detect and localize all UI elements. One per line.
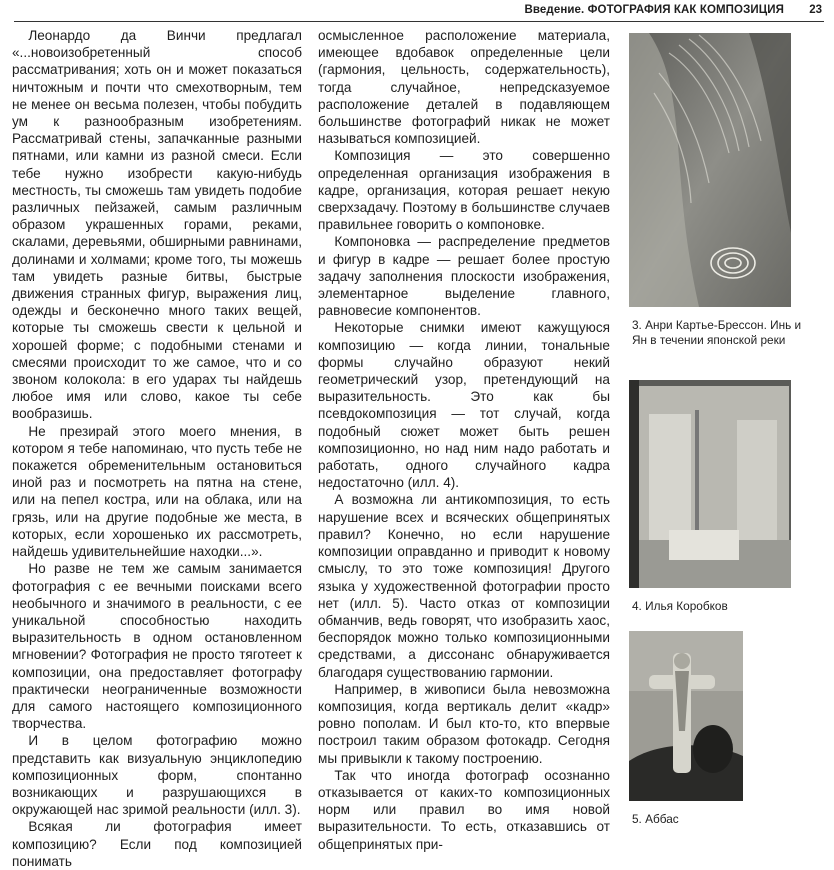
photo-wall-doorways-image	[629, 380, 791, 588]
running-header-title: Введение. ФОТОГРАФИЯ КАК КОМПОЗИЦИЯ	[524, 4, 784, 16]
text-column-middle	[318, 27, 610, 853]
paragraph: Компоновка — распределение предметов и фигур в кадре — решает более простую задачу заполнения плоскости изображения, элементарное выделение главного, равновесие компонентов.	[318, 234, 610, 319]
header-rule	[14, 21, 824, 22]
running-header	[0, 0, 834, 22]
figure-caption: 3. Анри Картье-Брессон. Инь и Ян в течении японской реки	[632, 318, 802, 348]
paragraph: Некоторые снимки имеют кажущуюся композицию — когда линии, тональные формы случайно образуют некий геометрический узор, претендующий на выразительность. Это как бы псевдокомпозиция — тот случай, когда подобный сюжет может быть решен композиционно, но над ним надо работать и работать, одного случайного кадра недостаточно (илл. 4).	[318, 320, 610, 491]
paragraph: Всякая ли фотография имеет композицию? Если под композицией понимать	[12, 819, 302, 869]
photo-wall-doorways	[629, 380, 791, 588]
photo-river-rock	[629, 33, 791, 307]
paragraph: Так что иногда фотограф осознанно отказывается от каких-то композиционных норм или правил во имя новой выразительности. То есть, отказавшись от общепринятых при-	[318, 767, 610, 852]
paragraph: Не презирай этого моего мнения, в котором я тебе напоминаю, что пусть тебе не покажется обременительным остановиться иной раз и посмотреть на пятна на стене, или на пепел костра, или на облака, или на грязь, или на другие подобные же места, в которых, если хорошенько их рассмотреть, найдешь удивительнейшие находки...».	[12, 423, 302, 560]
paragraph: Композиция — это совершенно определенная организация изображения в кадре, организация, которая решает некую сверхзадачу. Поэтому в большинстве случаев правильнее говорить о компоновке.	[318, 148, 610, 233]
paragraph: А возможна ли антикомпозиция, то есть нарушение всех и всяческих общепринятых правил? Конечно, но если нарушение композиции оправданно и приводит к новому смыслу, то это тоже композиция! Другого языка у художественной фотографии просто нет (илл. 5). Часто отказ от композиции обманчив, ведь говорят, что изобразить хаос, беспорядок можно только композиционными средствами, а диссонанс обнаруживается благодаря существованию гармонии.	[318, 492, 610, 680]
text-column-left	[12, 27, 302, 870]
paragraph: Например, в живописи была невозможна композиция, когда вертикаль делит «кадр» ровно пополам. И был кто-то, кто впервые построил таким образом фотокадр. Сегодня мы привыкли к такому построению.	[318, 681, 610, 766]
paragraph: осмысленное расположение материала, имеющее вдобавок определенные цели (гармония, цельность, содержательность), тогда случайное, непредсказуемое расположение деталей в подавляющем большинстве фотографий никак не может называться композицией.	[318, 28, 610, 147]
photo-man-with-cross	[629, 631, 743, 801]
photo-man-with-cross-image	[629, 631, 743, 801]
paragraph: И в целом фотографию можно представить как визуальную энциклопедию композиционных форм, спонтанно возникающих и разрушающихся в окружающей нас зримой реальности (илл. 3).	[12, 733, 302, 818]
figure-caption: 5. Аббас	[632, 812, 679, 826]
paragraph: Леонардо да Винчи предлагал «...новоизобретенный способ рассматривания; хоть он и может показаться ничтожным и почти что смехотворным, тем не менее он весьма полезен, чтобы побудить ум к разнообразным изобретениям. Рассматривай стены, запачканные разными пятнами, или камни из разной смеси. Если тебе нужно изобрести какую-нибудь местность, ты сможешь там увидеть подобие различных пейзажей, самым различным образом украшенных горами, реками, скалами, деревьями, обширными равнинами, долинами и холмами; кроме того, ты можешь там увидеть разные битвы, быстрые движения странных фигур, выражения лиц, одежды и бесконечно много таких вещей, которые ты сможешь свести к цельной и хорошей форме; с подобными стенами и смесями происходит то же самое, что и со звоном колокола: в его ударах ты найдешь любое имя или слово, какое ты себе вообразишь.	[12, 28, 302, 422]
page-number: 23	[809, 4, 822, 16]
photo-river-rock-image	[629, 33, 791, 307]
figure-caption: 4. Илья Коробков	[632, 599, 728, 613]
paragraph: Но разве не тем же самым занимается фотография с ее вечными поисками всего необычного и значимого в реальности, с ее уникальной способностью находить выразительность в одном остановленном мгновении? Фотография не просто тяготеет к композиции, она предоставляет фотографу практически неограниченные возможности для самого настоящего композиционного творчества.	[12, 561, 302, 732]
